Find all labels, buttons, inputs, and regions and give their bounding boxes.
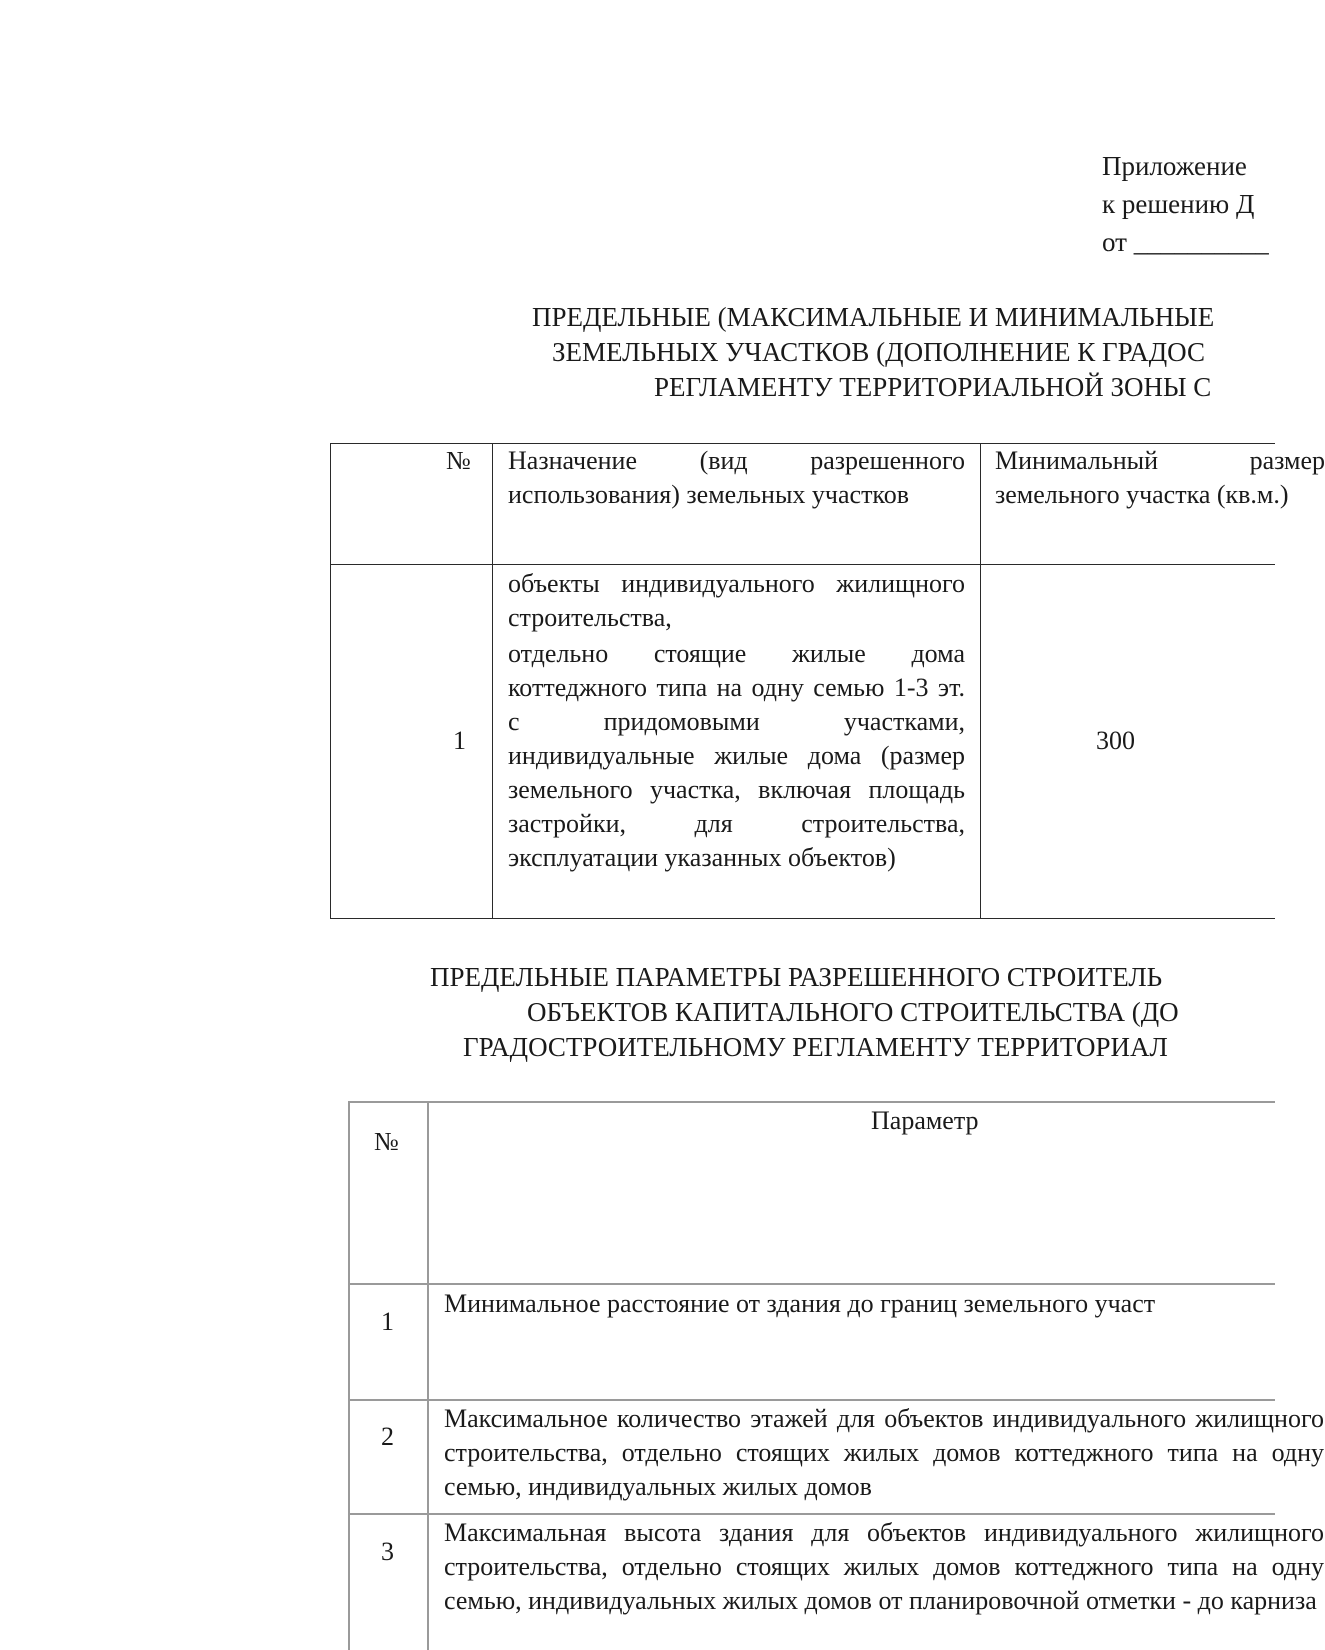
- table2-row2-param: Максимальное количество этажей для объектов индивидуального жилищного строительства, отдельно стоящих жилых домов коттеджного типа на одну семью, индивидуальных жилых домов: [444, 1404, 1324, 1501]
- table1-row1-min-size: 300: [1096, 726, 1135, 755]
- section1-title-line-3: РЕГЛАМЕНТУ ТЕРРИТОРИАЛЬНОЙ ЗОНЫ С: [654, 372, 1212, 402]
- table1-row1-purpose-part1: объекты индивидуального жилищного строительства,: [508, 569, 965, 632]
- table2-row3-num: 3: [381, 1537, 394, 1566]
- table2-header-param: Параметр: [871, 1106, 979, 1135]
- annex-line-1: Приложение: [1102, 151, 1247, 181]
- section2-title-line-2: ОБЪЕКТОВ КАПИТАЛЬНОГО СТРОИТЕЛЬСТВА (ДО: [527, 997, 1179, 1027]
- section2-title-line-3: ГРАДОСТРОИТЕЛЬНОМУ РЕГЛАМЕНТУ ТЕРРИТОРИАЛ: [463, 1032, 1168, 1062]
- table1-header-min-size: Минимальный размер земельного участка (кв.м.): [995, 446, 1325, 509]
- annex-line-3: от __________: [1102, 227, 1269, 257]
- table2-row1-param: Минимальное расстояние от здания до границ земельного участ: [444, 1289, 1156, 1318]
- table2-row2-num: 2: [381, 1422, 394, 1451]
- table2-row1-num: 1: [381, 1307, 394, 1336]
- annex-line-2: к решению Д: [1102, 189, 1255, 219]
- section1-title-line-2: ЗЕМЕЛЬНЫХ УЧАСТКОВ (ДОПОЛНЕНИЕ К ГРАДОС: [552, 337, 1205, 367]
- table1-row1-num: 1: [453, 726, 466, 755]
- table1-row1-purpose-part2: отдельно стоящие жилые дома коттеджного типа на одну семью 1-3 эт. с придомовыми участками, индивидуальные жилые дома (размер земельного участка, включая площадь застройки, для строительства, эксплуатации указанных объектов): [508, 639, 965, 872]
- table2-header-num: №: [374, 1127, 399, 1156]
- section2-title-line-1: ПРЕДЕЛЬНЫЕ ПАРАМЕТРЫ РАЗРЕШЕННОГО СТРОИТЕЛЬ: [430, 962, 1163, 992]
- table1-header-purpose: Назначение (вид разрешенного использования) земельных участков: [508, 446, 965, 509]
- section1-title-line-1: ПРЕДЕЛЬНЫЕ (МАКСИМАЛЬНЫЕ И МИНИМАЛЬНЫЕ: [532, 302, 1215, 332]
- table1-header-num: №: [446, 446, 471, 475]
- table2-row3-param: Максимальная высота здания для объектов индивидуального жилищного строительства, отдельно стоящих жилых домов коттеджного типа на одну семью, индивидуальных жилых домов от планировочной отметки - до карниза: [444, 1518, 1324, 1615]
